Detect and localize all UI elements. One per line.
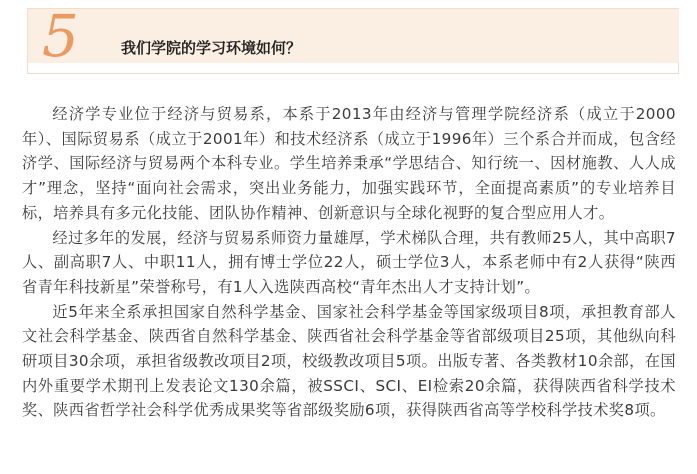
section-header bbox=[27, 2, 679, 74]
section-number: 5 bbox=[42, 2, 79, 70]
paragraph-research: 近5年来全系承担国家自然科学基金、国家社会科学基金等国家级项目8项，承担教育部人文社会科学基金、陕西省自然科学基金、陕西省社会科学基金等省部级项目25项，其他纵向科研项目30余项，承担省级教改项目2项，校级教改项目5项。出版专著、各类教材10余部，在国内外重要学术期刊上发表论文130余篇，被SSCI、SCI、EI检索20余篇，获得陕西省科学技术奖、陕西省哲学社会科学优秀成果奖等省部级奖励6项，获得陕西省高等学校科学技术奖8项。 bbox=[22, 302, 676, 420]
paragraph-faculty: 经过多年的发展，经济与贸易系师资力量雄厚，学术梯队合理，共有教师25人，其中高职7人、副高职7人、中职11人，拥有博士学位22人，硕士学位3人，本系老师中有2人获得“陕西省青年科技新星”荣誉称号，有1人入选陕西高校“青年杰出人才支持计划”。 bbox=[22, 228, 676, 296]
paragraph-intro: 经济学专业位于经济与贸易系，本系于2013年由经济与管理学院经济系（成立于2000年）、国际贸易系（成立于2001年）和技术经济系（成立于1996年）三个系合并而成，包含经济学、国际经济与贸易两个本科专业。学生培养秉承“学思结合、知行统一、因材施教、人人成才”理念，坚持“面向社会需求，突出业务能力，加强实践环节，全面提高素质”的专业培养目标，培养具有多元化技能、团队协作精神、创新意识与全球化视野的复合型应用人才。 bbox=[22, 105, 676, 222]
article-body bbox=[22, 102, 676, 423]
section-title: 我们学院的学习环境如何？ bbox=[121, 39, 302, 57]
